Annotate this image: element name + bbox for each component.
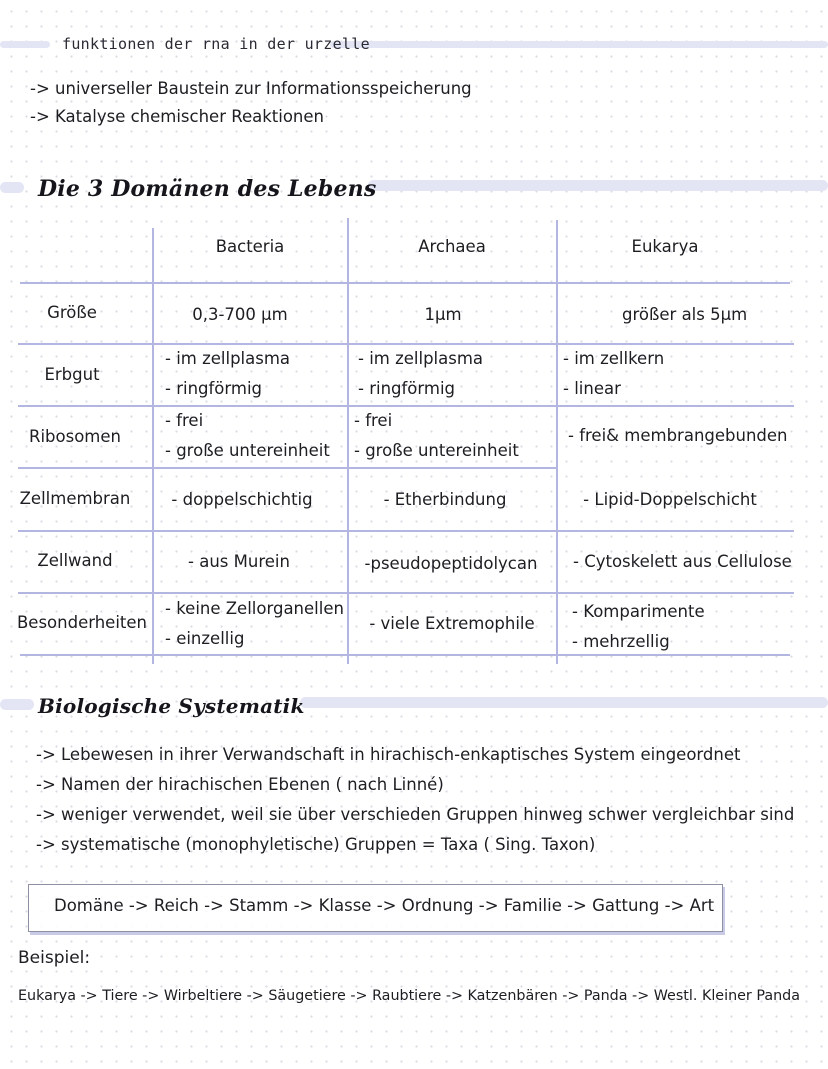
- rna-title: funktionen der rna in der urzelle: [62, 35, 370, 53]
- heading-highlight-left: [0, 182, 24, 193]
- title-underline-right: [330, 41, 828, 48]
- table-cell: [572, 597, 802, 657]
- systematik-line-3: -> weniger verwendet, weil sie über verschieden Gruppen hinweg schwer vergleichbar sind: [36, 805, 795, 824]
- cell-line: - Komparimente: [572, 602, 705, 621]
- cell-line: - keine Zellorganellen: [165, 599, 344, 618]
- table-cell: [557, 470, 783, 530]
- cell-line: - große untereinheit: [165, 441, 330, 460]
- table-cell: [165, 344, 347, 404]
- table-cell: [622, 286, 822, 344]
- heading-highlight-left: [0, 699, 34, 710]
- cell-line: - Etherbindung: [383, 490, 507, 509]
- cell-line: größer als 5µm: [622, 305, 748, 324]
- cell-line: - Cytoskelett aus Cellulose: [573, 552, 792, 571]
- cell-line: - ringförmig: [165, 379, 263, 398]
- table-cell: [348, 470, 542, 530]
- cell-line: - viele Extremophile: [369, 614, 535, 633]
- cell-line: - frei: [354, 411, 393, 430]
- table-cell: [563, 344, 793, 404]
- rna-line-2: -> Katalyse chemischer Reaktionen: [30, 107, 324, 126]
- table-cell: [165, 594, 347, 654]
- table-cell: [348, 286, 538, 344]
- row-label: Zellmembran: [19, 489, 131, 508]
- table-cell: [573, 532, 825, 592]
- cell-line: 0,3-700 µm: [192, 305, 288, 324]
- row-label: Größe: [47, 303, 97, 322]
- cell-line: - frei& membrangebunden: [568, 426, 788, 445]
- cell-line: - im zellkern: [563, 349, 665, 368]
- table-cell: [354, 406, 554, 466]
- example-text: Eukarya -> Tiere -> Wirbeltiere -> Säugetiere -> Raubtiere -> Katzenbären -> Panda -> Westl. Kleiner Panda: [18, 988, 800, 1004]
- heading-highlight-right: [368, 180, 828, 191]
- row-label: Ribosomen: [29, 427, 121, 446]
- cell-line: - im zellplasma: [358, 349, 484, 368]
- row-label: Erbgut: [44, 365, 100, 384]
- systematik-line-1: -> Lebewesen in ihrer Verwandschaft in hirachisch-enkaptisches System eingeordnet: [36, 745, 741, 764]
- col-header-eukarya: Eukarya: [631, 237, 699, 256]
- cell-line: - ringförmig: [358, 379, 456, 398]
- title-underline-left: [0, 41, 50, 48]
- table-cell: [568, 406, 808, 466]
- cell-line: - im zellplasma: [165, 349, 291, 368]
- cell-line: - mehrzellig: [572, 632, 670, 651]
- col-header-archaea: Archaea: [418, 237, 486, 256]
- systematik-line-4: -> systematische (monophyletische) Gruppen = Taxa ( Sing. Taxon): [36, 835, 596, 854]
- table-cell: [153, 286, 327, 344]
- systematik-line-2: -> Namen der hirachischen Ebenen ( nach Linné): [36, 775, 444, 794]
- hierarchy-text: Domäne -> Reich -> Stamm -> Klasse -> Ordnung -> Familie -> Gattung -> Art: [54, 896, 715, 915]
- cell-line: - doppelschichtig: [171, 490, 313, 509]
- heading-highlight-right: [300, 697, 828, 708]
- cell-line: - Lipid-Doppelschicht: [583, 490, 757, 509]
- cell-line: - aus Murein: [188, 552, 290, 571]
- cell-line: 1µm: [424, 305, 462, 324]
- cell-line: - große untereinheit: [354, 441, 519, 460]
- row-label: Zellwand: [37, 551, 113, 570]
- domains-heading: Die 3 Domänen des Lebens: [38, 176, 377, 202]
- table-cell: [153, 470, 331, 530]
- rna-line-1: -> universeller Baustein zur Informationsspeicherung: [30, 79, 472, 98]
- systematik-heading: Biologische Systematik: [38, 694, 305, 718]
- table-cell: [348, 594, 556, 654]
- table-cell: [165, 406, 347, 466]
- cell-line: - einzellig: [165, 629, 245, 648]
- example-label: Beispiel:: [18, 948, 91, 968]
- cell-line: - frei: [165, 411, 204, 430]
- table-cell: [153, 532, 325, 592]
- cell-line: -pseudopeptidolycan: [364, 554, 538, 573]
- row-label: Besonderheiten: [16, 613, 147, 632]
- col-header-bacteria: Bacteria: [215, 237, 285, 256]
- table-cell: [348, 534, 554, 594]
- table-vline: [556, 220, 558, 664]
- table-cell: [358, 344, 554, 404]
- cell-line: - linear: [563, 379, 621, 398]
